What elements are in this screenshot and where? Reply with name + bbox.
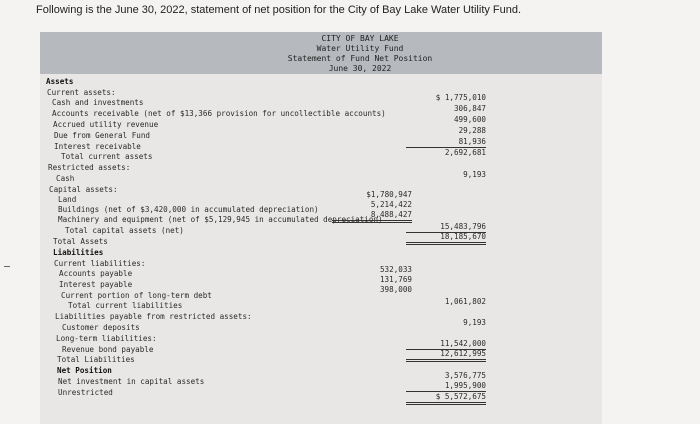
current-ltd-label: Current portion of long-term debt [61, 291, 212, 300]
net-investment-label: Net investment in capital assets [58, 377, 205, 386]
land-value: $1,780,947 [366, 190, 412, 199]
total-current-liabilities-value: 1,061,802 [444, 297, 486, 306]
accrued-revenue-label: Accrued utility revenue [53, 120, 159, 129]
liabilities-heading: Liabilities [53, 248, 104, 257]
entity-name: CITY OF BAY LAKE [321, 34, 399, 43]
interest-receivable-label: Interest receivable [54, 142, 141, 151]
statement-date: June 30, 2022 [328, 64, 392, 73]
scroll-marker [4, 266, 10, 267]
cash-label: Cash and investments [52, 98, 144, 107]
accounts-payable-label: Accounts payable [59, 269, 133, 278]
total-assets-label: Total Assets [53, 237, 108, 246]
net-investment-value: 3,576,775 [444, 371, 486, 380]
machinery-label: Machinery and equipment (net of $5,129,945 in accumulated depreciation) [58, 215, 383, 224]
total-capital-assets-value: 15,483,796 [406, 222, 486, 233]
buildings-value: 5,214,422 [370, 200, 412, 209]
customer-deposits-value: 9,193 [463, 318, 486, 327]
total-assets-value: 18,185,670 [406, 232, 486, 245]
revenue-bond-label: Revenue bond payable [62, 345, 154, 354]
customer-deposits-label: Customer deposits [62, 323, 140, 332]
total-current-liabilities-label: Total current liabilities [68, 301, 183, 310]
land-label: Land [58, 195, 77, 204]
accounts-receivable-label: Accounts receivable (net of $13,366 provision for uncollectible accounts) [52, 109, 386, 118]
revenue-bond-value: 11,542,000 [406, 339, 486, 350]
cash-value: $ 1,775,010 [435, 93, 486, 102]
total-capital-assets-label: Total capital assets (net) [65, 226, 184, 235]
due-from-general-label: Due from General Fund [54, 131, 151, 140]
assets-heading: Assets [46, 77, 74, 86]
interest-payable-label: Interest payable [59, 280, 133, 289]
restricted-cash-value: 9,193 [463, 170, 486, 179]
total-liabilities-value: 12,612,995 [406, 349, 486, 362]
statement-name: Statement of Fund Net Position [287, 54, 433, 63]
interest-payable-value: 131,769 [379, 275, 412, 284]
total-current-assets-label: Total current assets [61, 152, 153, 161]
current-liabilities-label: Current liabilities: [54, 259, 146, 268]
net-position-heading: Net Position [57, 366, 112, 375]
problem-intro: Following is the June 30, 2022, statement of net position for the City of Bay Lake Water Utility Fund. [36, 4, 522, 16]
capital-assets-label: Capital assets: [49, 185, 118, 194]
interest-receivable-value: 81,936 [406, 137, 486, 148]
statement-header [40, 32, 602, 74]
current-ltd-value: 398,000 [379, 285, 412, 294]
current-assets-label: Current assets: [47, 88, 116, 97]
restricted-cash-label: Cash [56, 174, 75, 183]
accrued-revenue-value: 499,600 [453, 115, 486, 124]
restricted-assets-label: Restricted assets: [48, 163, 131, 172]
accounts-payable-value: 532,033 [379, 265, 412, 274]
restricted-liabilities-label: Liabilities payable from restricted assets: [55, 312, 252, 321]
long-term-liabilities-label: Long-term liabilities: [56, 334, 157, 343]
machinery-value: 8,488,427 [332, 210, 412, 223]
due-from-general-value: 29,288 [458, 126, 486, 135]
unrestricted-value: 1,995,900 [406, 381, 486, 392]
statement-sheet [40, 32, 602, 424]
total-liabilities-label: Total Liabilities [57, 355, 135, 364]
unrestricted-label: Unrestricted [58, 388, 113, 397]
total-current-assets-value: 2,692,681 [444, 148, 486, 157]
buildings-label: Buildings (net of $3,420,000 in accumulated depreciation) [58, 205, 319, 214]
total-net-position-value: $ 5,572,675 [406, 392, 486, 405]
accounts-receivable-value: 306,847 [453, 104, 486, 113]
fund-name: Water Utility Fund [316, 44, 404, 53]
